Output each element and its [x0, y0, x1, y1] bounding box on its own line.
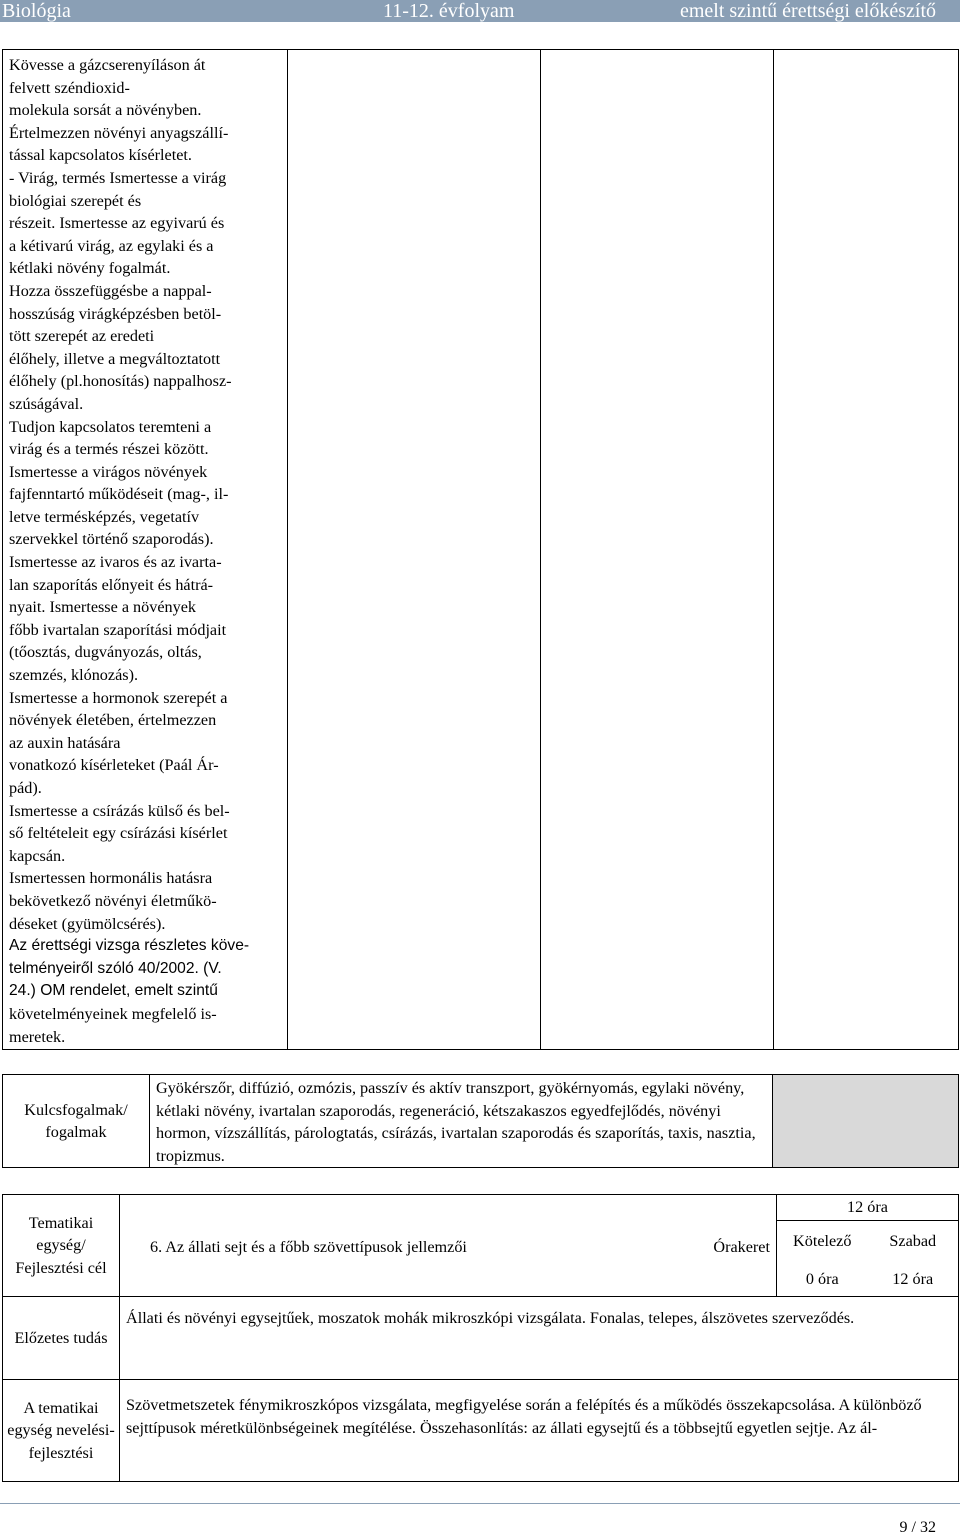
objective-line: telményeiről szóló 40/2002. (V.	[9, 959, 222, 977]
objective-line: déseket (gyümölcsérés).	[9, 914, 166, 933]
objective-line: - Virág, termés Ismertesse a virág	[9, 168, 227, 187]
objective-line: követelményeinek megfelelő is-	[9, 1004, 217, 1023]
objective-line: letve termésképzés, vegetatív	[9, 507, 200, 526]
mandatory-hours: 0 óra	[805, 1270, 839, 1288]
objective-line: pád).	[9, 779, 42, 797]
objective-line: főbb ivartalan szaporítási módjait	[9, 620, 227, 639]
objective-line: Ismertesse a hormonok szerepét a	[9, 688, 228, 707]
hours-cell	[777, 1195, 959, 1297]
gray-cell	[773, 1075, 959, 1168]
unit-table	[2, 1194, 959, 1482]
objective-line: tással kapcsolatos kísérletet.	[9, 146, 192, 165]
objective-line: Hozza összefüggésbe a nappal-	[9, 281, 212, 300]
objective-line: Kövesse a gázcserenyíláson át	[9, 56, 206, 74]
objective-line: ső feltételeit egy csírázási kísérlet	[9, 824, 228, 843]
objective-line: Ismertesse a virágos növények	[9, 462, 208, 481]
keywords-label: Kulcsfogalmak/ fogalmak	[3, 1075, 150, 1168]
objective-line: tött szerepét az eredeti	[9, 327, 155, 346]
objective-line: felvett széndioxid-	[9, 78, 130, 97]
objective-line: hosszúság virágképzésben betöl-	[9, 304, 222, 323]
objective-line: fajfenntartó működéseit (mag-, il-	[9, 485, 229, 504]
objective-line: (tőosztás, dugványozás, oltás,	[9, 643, 202, 662]
objective-line: szúságával.	[9, 394, 84, 413]
objective-line: molekula sorsát a növényben.	[9, 101, 202, 120]
objectives-text	[9, 54, 281, 1048]
objective-line: nyait. Ismertesse a növények	[9, 598, 196, 617]
hours-label: Órakeret	[713, 1238, 770, 1256]
objective-line: meretek.	[9, 1027, 66, 1046]
header-course: emelt szintű érettségi előkészítő	[679, 0, 936, 22]
unit-title: 6. Az állati sejt és a főbb szövettípusok jellemzői	[150, 1238, 467, 1256]
objective-line: biológiai szerepét és	[9, 191, 142, 210]
free-label: Szabad	[889, 1232, 937, 1250]
objective-line: Ismertesse a csírázás külső és bel-	[9, 801, 230, 820]
total-hours: 12 óra	[777, 1195, 958, 1221]
objective-line: lan szaporítás előnyeit és hátrá-	[9, 575, 214, 594]
prior-label: Előzetes tudás	[3, 1297, 120, 1380]
objective-line: részeit. Ismertesse az egyivarú és	[9, 214, 225, 233]
development-text: Szövetmetszetek fénymikroszkópos vizsgálata, megfigyelése során a felépítés és a működés összekapcsolása. A különböző sejttípusok méretkülönbségeinek megítélése. Összehasonlítás: az állati egysejtű és a többsejtű egyetlen sejtje. Az ál-	[120, 1380, 959, 1482]
objective-line: vonatkozó kísérleteket (Paál Ár-	[9, 756, 219, 775]
page-number: 9 / 32	[899, 1519, 936, 1536]
objective-line: élőhely (pl.honosítás) nappalhosz-	[9, 372, 232, 391]
objective-line: Ismertessen hormonális hatásra	[9, 869, 213, 888]
objectives-table	[2, 49, 959, 1050]
keywords-table	[2, 1074, 959, 1168]
development-label: A tematikai egység nevelési-fejlesztési	[3, 1380, 120, 1482]
objective-line: bekövetkező növényi életműkö-	[9, 891, 217, 910]
objective-line: a kétivarú virág, az egylaki és a	[9, 236, 214, 255]
unit-label: Tematikai egység/ Fejlesztési cél	[3, 1195, 120, 1297]
objective-line: 24.) OM rendelet, emelt szintű	[9, 982, 218, 1000]
keywords-text: Gyökérszőr, diffúzió, ozmózis, passzív és aktív transzport, gyökérnyomás, egylaki növény, kétlaki növény, ivartalan szaporodás, regeneráció, kétszakaszos egyedfejlődés, növényi hormon, vízszállítás, párologtatás, csírázás, ivartalan szaporodás és szaporítás, taxis, nasztia, tropizmus.	[150, 1075, 773, 1168]
objective-line: növények életében, értelmezzen	[9, 711, 217, 730]
objective-line: Értelmezzen növényi anyagszállí-	[9, 123, 229, 142]
objective-line: virág és a termés részei között.	[9, 440, 209, 459]
empty-cell	[774, 50, 959, 1050]
page-header	[0, 0, 960, 22]
empty-cell	[541, 50, 774, 1050]
empty-cell	[288, 50, 541, 1050]
unit-title-cell	[120, 1195, 777, 1297]
objective-line: szemzés, klónozás).	[9, 666, 139, 685]
objective-line: Ismertesse az ivaros és az ivarta-	[9, 553, 222, 572]
header-grade: 11-12. évfolyam	[383, 0, 515, 22]
prior-text: Állati és növényi egysejtűek, moszatok mohák mikroszkópi vizsgálata. Fonalas, telepes, álszövetes szerveződés.	[120, 1297, 959, 1380]
footer-divider	[0, 1503, 960, 1504]
objective-line: Az érettségi vizsga részletes köve-	[9, 937, 250, 955]
mandatory-label: Kötelező	[793, 1232, 852, 1250]
header-subject: Biológia	[2, 0, 71, 22]
objectives-cell	[3, 50, 288, 1050]
objective-line: élőhely, illetve a megváltoztatott	[9, 349, 221, 368]
objective-line: az auxin hatására	[9, 733, 121, 752]
free-hours: 12 óra	[892, 1270, 934, 1288]
objective-line: Tudjon kapcsolatos teremteni a	[9, 417, 212, 436]
objective-line: szervekkel történő szaporodás).	[9, 530, 214, 549]
objective-line: kétlaki növény fogalmát.	[9, 259, 171, 278]
objective-line: kapcsán.	[9, 846, 66, 865]
